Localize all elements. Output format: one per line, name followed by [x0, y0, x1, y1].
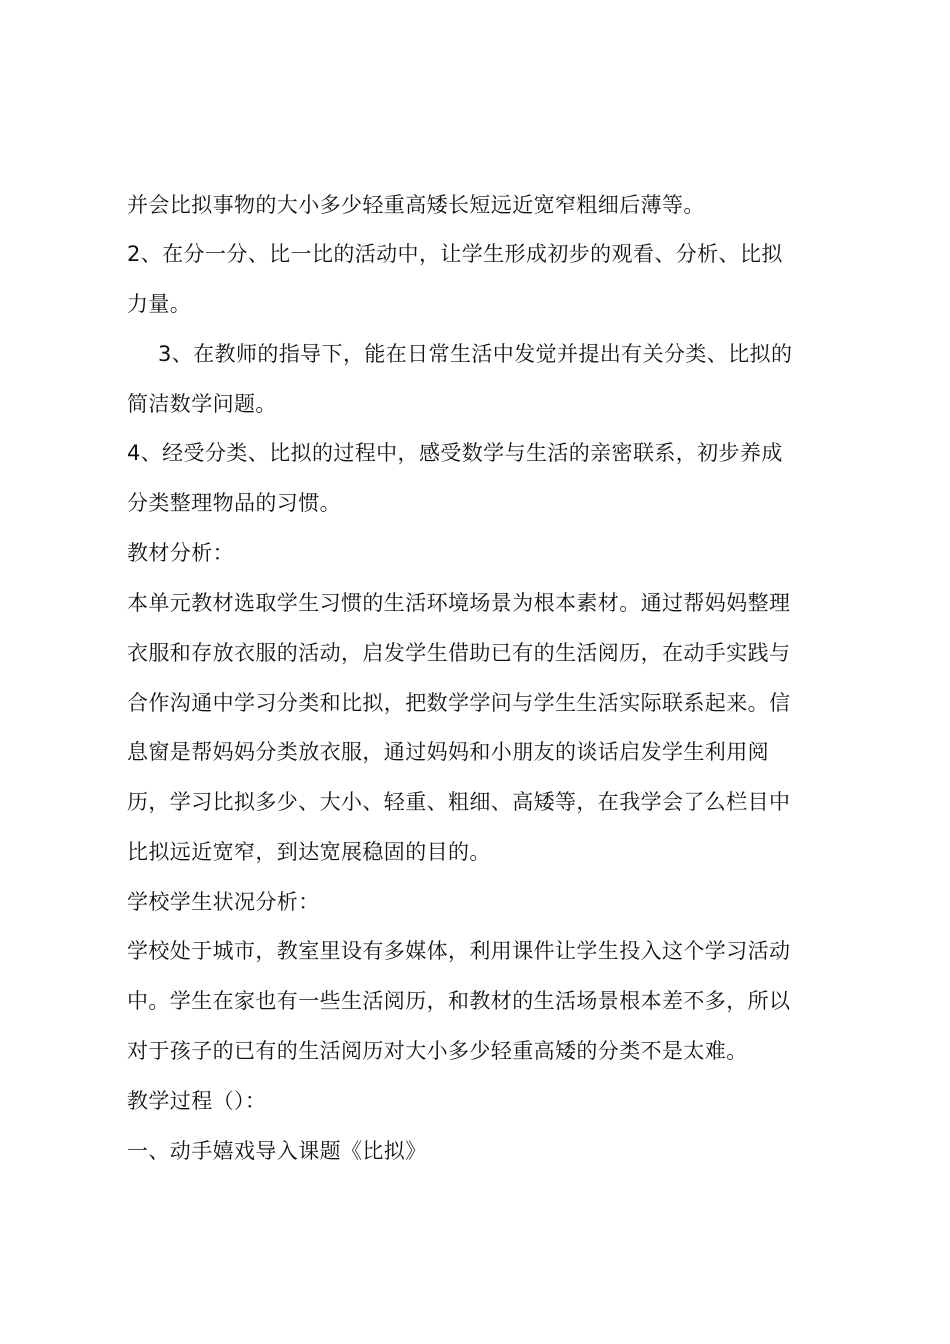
- text-line: 合作沟通中学习分类和比拟，把数学学问与学生生活实际联系起来。信: [127, 691, 791, 715]
- section-heading-student-analysis: 学校学生状况分析：: [127, 890, 320, 914]
- text-line: 历，学习比拟多少、大小、轻重、粗细、高矮等，在我学会了么栏目中: [127, 790, 791, 814]
- text-line: 息窗是帮妈妈分类放衣服，通过妈妈和小朋友的谈话启发学生利用阅: [127, 740, 769, 764]
- text-line: 力量。: [127, 292, 192, 316]
- text-line: 比拟远近宽窄，到达宽展稳固的目的。: [127, 840, 491, 864]
- text-line: 对于孩子的已有的生活阅历对大小多少轻重高矮的分类不是太难。: [127, 1039, 748, 1063]
- section-heading-teaching-process: 教学过程（）：: [127, 1089, 267, 1113]
- objective-3-line: 3、在教师的指导下，能在日常生活中发觉并提出有关分类、比拟的: [158, 342, 793, 366]
- subsection-heading: 一、动手嬉戏导入课题《比拟》: [127, 1139, 427, 1163]
- section-heading-textbook-analysis: 教材分析：: [127, 541, 234, 565]
- text-line: 简洁数学问题。: [127, 392, 277, 416]
- text-line: 衣服和存放衣服的活动，启发学生借助已有的生活阅历，在动手实践与: [127, 641, 791, 665]
- text-line: 中。学生在家也有一些生活阅历，和教材的生活场景根本差不多，所以: [127, 989, 791, 1013]
- text-line: 本单元教材选取学生习惯的生活环境场景为根本素材。通过帮妈妈整理: [127, 591, 791, 615]
- text-line: 并会比拟事物的大小多少轻重高矮长短远近宽窄粗细后薄等。: [127, 193, 705, 217]
- objective-4-line: 4、经受分类、比拟的过程中，感受数学与生活的亲密联系，初步养成: [127, 441, 783, 465]
- text-line: 学校处于城市，教室里设有多媒体，利用课件让学生投入这个学习活动: [127, 939, 791, 963]
- text-line: 分类整理物品的习惯。: [127, 491, 341, 515]
- objective-2-line: 2、在分一分、比一比的活动中，让学生形成初步的观看、分析、比拟: [127, 242, 783, 266]
